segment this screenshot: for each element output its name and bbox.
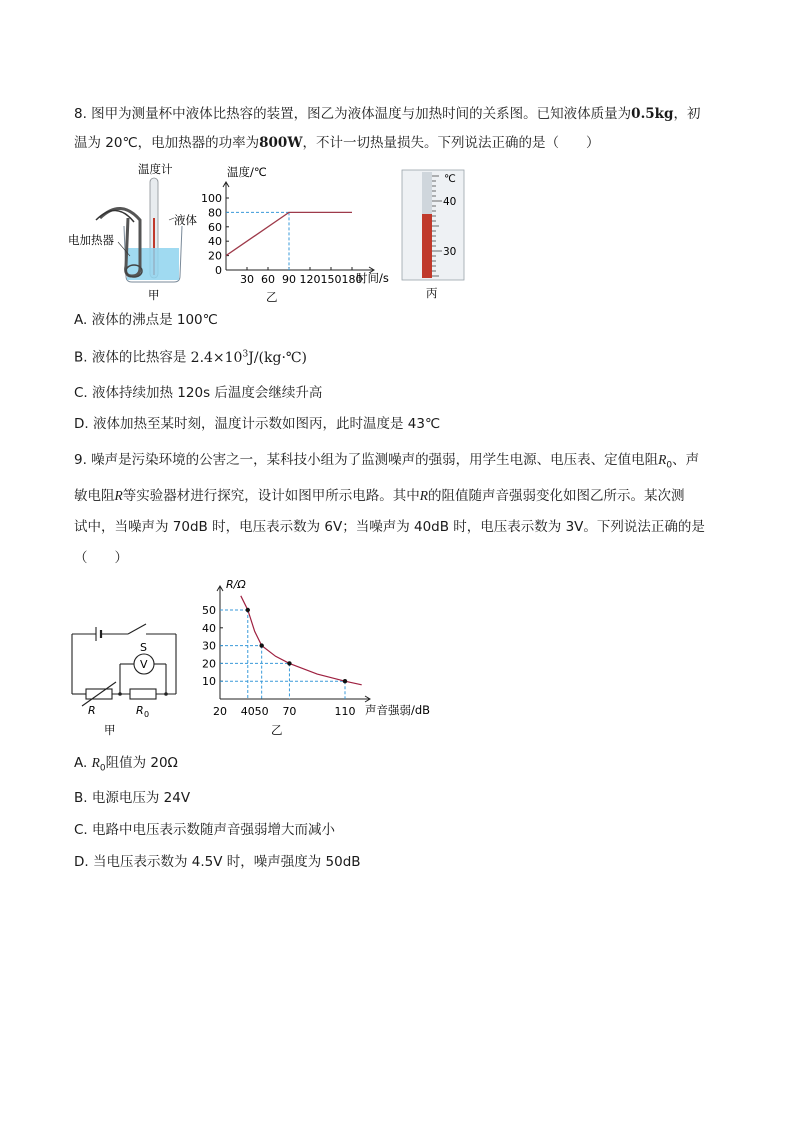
y-tick-label: 40 xyxy=(202,621,216,635)
q9-r: R xyxy=(114,488,123,503)
q9-stem-text: 的阻值随声音强弱变化如图乙所示。某次测 xyxy=(428,488,685,504)
chart-xlabel: 时间/s xyxy=(356,271,389,285)
r-label: R xyxy=(88,704,96,717)
formula-exponent: 3 xyxy=(242,349,249,359)
y-tick-label: 30 xyxy=(202,639,216,653)
option-a-prefix: A. xyxy=(74,755,88,771)
q9-stem-line4: （ ） xyxy=(74,550,128,566)
liquid-label: 液体 xyxy=(174,213,197,227)
y-tick-label: 100 xyxy=(201,192,222,205)
q8-mass: 0.5kg xyxy=(631,106,674,122)
unit-label: ℃ xyxy=(444,173,456,185)
mercury-column xyxy=(422,214,432,278)
q9-resistance-chart xyxy=(200,574,450,740)
resistor-r0 xyxy=(130,689,156,699)
figure-caption: 乙 xyxy=(266,290,278,304)
option-b-formula xyxy=(191,350,307,366)
q8-stem-text: 温为 20℃，电加热器的功率为 xyxy=(74,135,260,151)
q9-stem-text: 、声 xyxy=(672,452,700,468)
q9-stem-text: 敏电阻 xyxy=(74,488,115,504)
y-tick-label: 20 xyxy=(208,249,222,263)
x-tick-label: 70 xyxy=(282,705,297,718)
figure-caption: 丙 xyxy=(426,286,438,300)
q8-figure-bing xyxy=(400,168,468,303)
chart-ylabel: R/Ω xyxy=(226,578,246,591)
q9-stem-text: 9. 噪声是污染环境的公害之一，某科技小组为了监测噪声的强弱，用学生电源、电压表、定值电阻 xyxy=(74,452,659,468)
q8-power: 800W xyxy=(259,135,303,151)
chart-xlabel: 声音强弱/dB xyxy=(365,703,431,717)
q9-option-c[interactable]: C. 电路中电压表示数随声音强弱增大而减小 xyxy=(74,822,336,838)
q8-option-c[interactable]: C. 液体持续加热 120s 后温度会继续升高 xyxy=(74,385,323,401)
data-point xyxy=(343,679,347,683)
q9-option-a[interactable] xyxy=(74,753,178,779)
q9-circuit-figure xyxy=(66,618,186,738)
thermometer-label: 温度计 xyxy=(138,162,173,176)
data-point xyxy=(287,661,291,665)
x-tick-label: 50 xyxy=(254,705,269,718)
q8-temperature-chart xyxy=(201,160,389,305)
y-tick-label: 60 xyxy=(208,220,222,234)
option-a-text: 阻值为 20Ω xyxy=(105,755,178,771)
formula-part: 2.4×10 xyxy=(190,349,243,366)
q9-r: R xyxy=(419,488,428,503)
figure-caption: 乙 xyxy=(271,723,283,737)
r0-label: R xyxy=(136,704,144,717)
series-curve xyxy=(241,596,362,685)
data-point xyxy=(259,643,263,647)
q9-stem-line1 xyxy=(74,450,699,476)
data-point xyxy=(246,608,250,612)
figure-caption: 甲 xyxy=(148,288,160,302)
q9-r0-sub: 0 xyxy=(666,460,673,471)
q9-r0: R xyxy=(658,452,667,467)
q8-stem-line1 xyxy=(74,104,700,124)
y-tick-label: 50 xyxy=(202,604,216,617)
scale-label-30: 30 xyxy=(443,246,457,258)
y-tick-label: 40 xyxy=(208,235,222,249)
q9-stem-line2 xyxy=(74,486,685,506)
x-tick-label: 40 xyxy=(240,705,255,718)
q8-stem-text: 8. 图甲为测量杯中液体比热容的装置，图乙为液体温度与加热时间的关系图。已知液体质量为 xyxy=(74,106,632,122)
q9-stem-line3: 试中，当噪声为 70dB 时，电压表示数为 6V；当噪声为 40dB 时，电压表示数为 3V。下列说法正确的是 xyxy=(74,519,705,535)
figure-caption: 甲 xyxy=(104,723,116,737)
x-tick-label: 20 xyxy=(213,705,227,718)
option-a-sub: 0 xyxy=(99,763,106,774)
q8-figure-jia xyxy=(66,158,206,303)
formula-unit: J/(kg·℃) xyxy=(248,349,308,366)
q8-option-a[interactable]: A. 液体的沸点是 100℃ xyxy=(74,312,218,328)
y-tick-label: 10 xyxy=(202,675,216,689)
x-tick-label: 120 xyxy=(299,273,321,286)
heater-label: 电加热器 xyxy=(68,233,114,247)
x-tick-label: 60 xyxy=(261,273,275,286)
q8-option-d[interactable]: D. 液体加热至某时刻，温度计示数如图丙，此时温度是 43℃ xyxy=(74,416,441,432)
q9-stem-text: 等实验器材进行探究，设计如图甲所示电路。其中 xyxy=(122,488,420,504)
option-b-prefix: B. 液体的比热容是 xyxy=(74,349,187,366)
q8-stem-text: ，不计一切热量损失。下列说法正确的是（ ） xyxy=(302,135,600,151)
r0-sub: 0 xyxy=(144,710,150,719)
scale-label-40: 40 xyxy=(443,196,457,208)
q8-stem-text: ，初 xyxy=(673,106,701,122)
q9-option-d[interactable]: D. 当电压表示数为 4.5V 时，噪声强度为 50dB xyxy=(74,854,361,870)
y-tick-label: 0 xyxy=(215,264,222,277)
voltmeter-label: V xyxy=(140,658,148,671)
switch-label: S xyxy=(140,641,147,654)
x-tick-label: 110 xyxy=(334,705,356,718)
x-tick-label: 30 xyxy=(240,273,254,286)
x-tick-label: 90 xyxy=(282,273,296,286)
q8-option-b[interactable] xyxy=(74,344,307,368)
q8-stem-line2 xyxy=(74,133,599,153)
x-tick-label: 180 xyxy=(341,273,363,286)
y-tick-label: 20 xyxy=(202,657,216,671)
q9-option-b[interactable]: B. 电源电压为 24V xyxy=(74,790,191,806)
x-tick-label: 150 xyxy=(320,273,342,286)
option-a-r: R xyxy=(91,755,100,770)
chart-ylabel: 温度/℃ xyxy=(227,165,267,179)
y-tick-label: 80 xyxy=(208,206,222,220)
switch-blade xyxy=(128,624,146,634)
